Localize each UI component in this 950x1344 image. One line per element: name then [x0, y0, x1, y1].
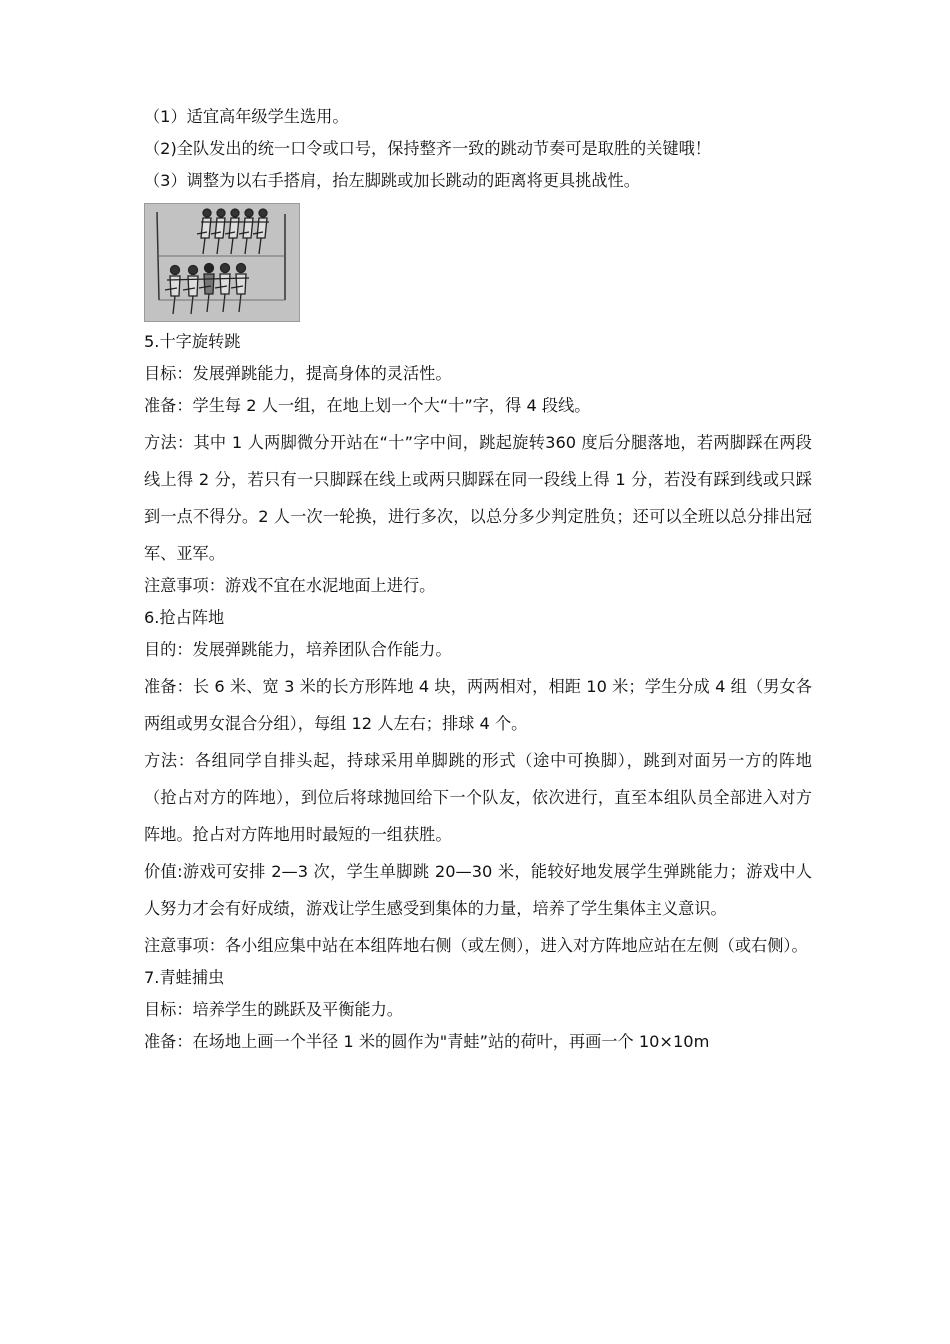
document-page: [144, 103, 812, 1060]
relay-jump-illustration-icon: [145, 204, 299, 321]
note-3: （3）调整为以右手搭肩，抬左脚跳或加长跳动的距离将更具挑战性。: [144, 171, 640, 190]
game-6-value: 价值:游戏可安排 2—3 次，学生单脚跳 20—30 米，能较好地发展学生弹跳能力；游戏中人人努力才会有好成绩，游戏让学生感受到集体的力量，培养了学生集体主义意识。: [144, 862, 812, 918]
game-6-prep: 准备：长 6 米、宽 3 米的长方形阵地 4 块，两两相对，相距 10 米；学生分成 4 组（男女各两组或男女混合分组），每组 12 人左右；排球 4 个。: [144, 677, 812, 733]
game-5-prep: 准备：学生每 2 人一组，在地上划一个大“十”字，得 4 段线。: [144, 396, 591, 415]
game-6-title: 6.抢占阵地: [144, 608, 225, 627]
note-2: （2)全队发出的统一口令或口号，保持整齐一致的跳动节奏可是取胜的关键哦！: [144, 139, 711, 158]
note-1: （1）适宜高年级学生选用。: [144, 107, 349, 126]
game-5-note: 注意事项：游戏不宜在水泥地面上进行。: [144, 576, 436, 595]
relay-jump-illustration: [144, 203, 300, 322]
game-5-method: 方法：其中 1 人两脚微分开站在“十”字中间，跳起旋转360 度后分腿落地，若两脚踩在两段线上得 2 分，若只有一只脚踩在线上或两只脚踩在同一段线上得 1 分，若没有踩到线或只踩到一点不得分。2 人一次一轮换，进行多次，以总分多少判定胜负；还可以全班以总分排出冠军、亚军。: [144, 433, 812, 563]
game-6-goal: 目的：发展弹跳能力，培养团队合作能力。: [144, 640, 452, 659]
game-6-note: 注意事项：各小组应集中站在本组阵地右侧（或左侧），进入对方阵地应站在左侧（或右侧）。: [144, 936, 808, 955]
game-6-method: 方法：各组同学自排头起，持球采用单脚跳的形式（途中可换脚），跳到对面另一方的阵地（抢占对方的阵地），到位后将球抛回给下一个队友，依次进行，直至本组队员全部进入对方阵地。抢占对方阵地用时最短的一组获胜。: [144, 751, 812, 844]
game-5-title: 5.十字旋转跳: [144, 332, 241, 351]
game-5-goal: 目标：发展弹跳能力，提高身体的灵活性。: [144, 364, 452, 383]
game-7-prep: 准备：在场地上画一个半径 1 米的圆作为"青蛙”站的荷叶，再画一个 10×10m: [144, 1032, 710, 1051]
game-7-goal: 目标：培养学生的跳跃及平衡能力。: [144, 1000, 403, 1019]
game-7-title: 7.青蛙捕虫: [144, 968, 225, 987]
